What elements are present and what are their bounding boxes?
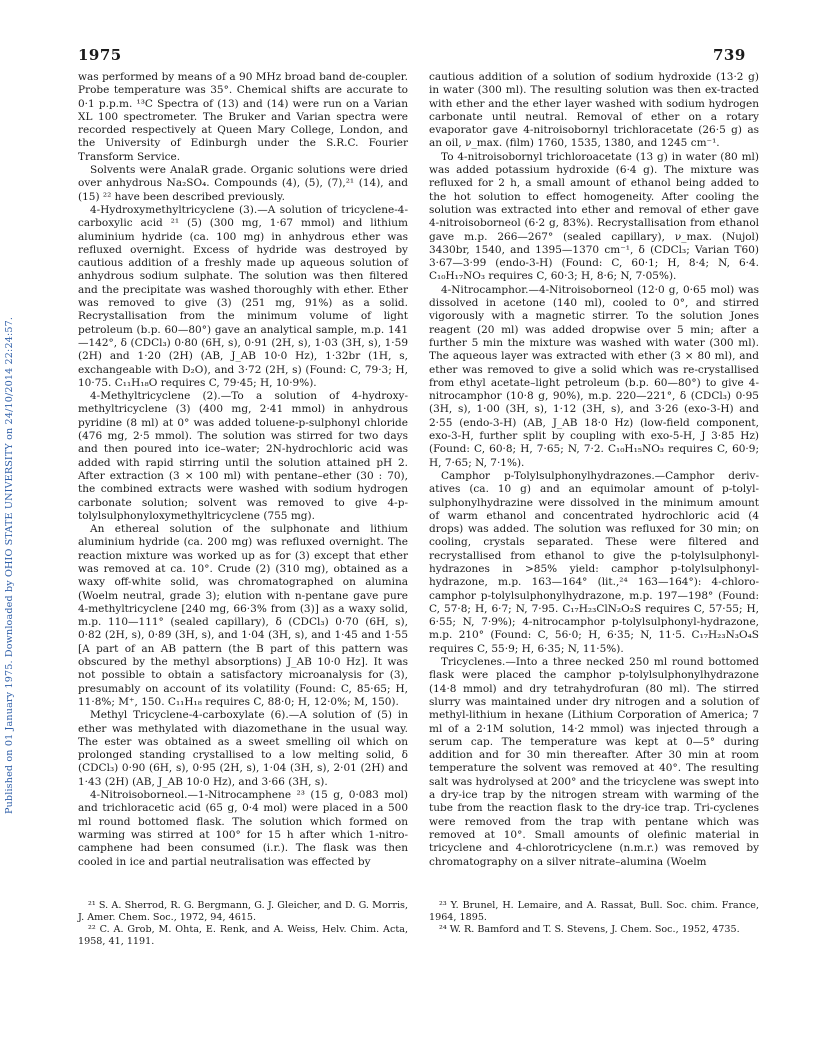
paragraph-nmr-methods: was performed by means of a 90 MHz broad band de-coupler. Probe temperature was 35°. Chemical shifts are accurate to 0·1 p.p.m. ¹³C Spectra of (13) and (14) were run on a Varian XL 100 spectrometer. The Bruker and Varian spectra were recorded respectively at Queen Mary College, London, and the University of Edinburgh under the S.R.C. Fourier Transform Service.	[78, 71, 408, 163]
footnote-22: ²² C. A. Grob, M. Ohta, E. Renk, and A. Weiss, Helv. Chim. Acta, 1958, 41, 1191.	[78, 924, 408, 947]
left-column	[78, 71, 408, 869]
footnote-21: ²¹ S. A. Sherrod, R. G. Bergmann, G. J. Gleicher, and D. G. Morris, J. Amer. Chem. Soc., 1972, 94, 4615.	[78, 900, 408, 923]
paragraph-methyl-ester: Methyl Tricyclene-4-carboxylate (6).—A solution of (5) in ether was methylated with diazomethane in the usual way. The ester was obtained as a sweet smelling oil which on prolonged standing crystallised to a low melting solid, δ (CDCl₃) 0·90 (6H, s), 0·95 (2H, s), 1·04 (3H, s), 2·01 (2H) and 1·43 (2H) (AB, J_AB 10·0 Hz), and 3·66 (3H, s).	[78, 709, 408, 788]
footnote-23: ²³ Y. Brunel, H. Lemaire, and A. Rassat, Bull. Soc. chim. France, 1964, 1895.	[429, 900, 759, 923]
right-column	[429, 71, 759, 869]
paragraph-sulphonate-reduction: An ethereal solution of the sulphonate and lithium aluminium hydride (ca. 200 mg) was refluxed overnight. The reaction mixture was worked up as for (3) except that ether was removed at ca. 10°. Crude (2) (310 mg), obtained as a waxy off-white solid, was chromatographed on alumina (Woelm neutral, grade 3); elution with n-pentane gave pure 4-methyltricyclene [240 mg, 66·3% from (3)] as a waxy solid, m.p. 110—111° (sealed capillary), δ (CDCl₃) 0·70 (6H, s), 0·82 (2H, s), 0·89 (3H, s), and 1·04 (3H, s), and 1·45 and 1·55 [A part of an AB pattern (the B part of this pattern was obscured by the methyl absorptions) J_AB 10·0 Hz]. It was not possible to obtain a satisfactory microanalysis for (3), presumably on account of its volatility (Found: C, 85·65; H, 11·8%; M⁺, 150. C₁₁H₁₈ requires C, 88·0; H, 12·0%; M, 150).	[78, 523, 408, 708]
footnotes-right	[429, 900, 759, 936]
download-watermark	[2, 184, 16, 814]
footnote-24: ²⁴ W. R. Bamford and T. S. Stevens, J. Chem. Soc., 1952, 4735.	[439, 924, 740, 935]
paragraph-trichloroacetate-hydrolysis: To 4-nitroisobornyl trichloroacetate (13 g) in water (80 ml) was added potassium hydroxide (6·4 g). The mixture was refluxed for 2 h, a small amount of ethanol being added to the hot solution to effect homogeneity. After cooling the solution was extracted into ether and removal of ether gave 4-nitroisoborneol (6·2 g, 83%). Recrystallisation from ethanol gave m.p. 266—267° (sealed capillary), ν_max. (Nujol) 3430br, 1540, and 1395—1370 cm⁻¹, δ (CDCl₃; Varian T60) 3·67—3·99 (endo-3-H) (Found: C, 60·1; H, 8·4; N, 6·4. C₁₀H₁₇NO₃ requires C, 60·3; H, 8·6; N, 7·05%).	[429, 150, 759, 283]
footnotes-left	[78, 900, 408, 948]
paragraph-solvents: Solvents were AnalaR grade. Organic solutions were dried over anhydrous Na₂SO₄. Compounds (4), (5), (7),²¹ (14), and (15) ²² have been described previously.	[78, 164, 408, 203]
paragraph-tricyclenes: Tricyclenes.—Into a three necked 250 ml round bottomed flask were placed the camphor p-tolylsulphonylhydrazone (14·8 mmol) and dry tetrahydrofuran (80 ml). The stirred slurry was maintained under dry nitrogen and a solution of methyl-lithium in hexane (Lithium Corporation of America; 7 ml of a 2·1M solution, 14·2 mmol) was injected through a serum cap. The temperature was kept at 0—5° during addition and for 30 min thereafter. After 30 min at room temperature the solvent was removed at 40°. The resulting salt was hydrolysed at 200° and the tricyclene was swept into a dry-ice trap by the nitrogen stream with warming of the tube from the reaction flask to the dry-ice trap. Tri-cyclenes were removed from the trap with pentane which was removed at 10°. Small amounts of olefinic material in tricyclene and 4-chlorotricyclene (n.m.r.) was removed by chromatography on a silver nitrate–alumina (Woelm	[429, 656, 759, 868]
download-watermark-text: Published on 01 January 1975. Downloaded by OHIO STATE UNIVERSITY on 24/10/2014 22:24:57.	[4, 316, 15, 814]
page-number: 739	[713, 46, 746, 64]
page-year: 1975	[78, 46, 122, 64]
paragraph-neutralisation: cautious addition of a solution of sodium hydroxide (13·2 g) in water (300 ml). The resulting solution was then ex-tracted with ether and the ether layer washed with sodium hydrogen carbonate until neutral. Removal of ether on a rotary evaporator gave 4-nitroisobornyl trichloracetate (26·5 g) as an oil, ν_max. (film) 1760, 1535, 1380, and 1245 cm⁻¹.	[429, 71, 759, 150]
paragraph-nitrocamphor: 4-Nitrocamphor.—4-Nitroisoborneol (12·0 g, 0·65 mol) was dissolved in acetone (140 ml), cooled to 0°, and stirred vigorously with a magnetic stirrer. To the solution Jones reagent (20 ml) was added dropwise over 5 min; after a further 5 min the mixture was washed with water (300 ml). The aqueous layer was extracted with ether (3 × 80 ml), and ether was removed to give a solid which was re-crystallised from ethyl acetate–light petroleum (b.p. 60—80°) to give 4-nitrocamphor (10·8 g, 90%), m.p. 220—221°, δ (CDCl₃) 0·95 (3H, s), 1·00 (3H, s), 1·12 (3H, s), and 3·26 (exo-3-H) and 2·55 (endo-3-H) (AB, J_AB 18·0 Hz) (low-field component, exo-3-H, further split by coupling with exo-5-H, J 3·85 Hz) (Found: C, 60·8; H, 7·65; N, 7·2. C₁₀H₁₅NO₃ requires C, 60·9; H, 7·65; N, 7·1%).	[429, 283, 759, 469]
paragraph-hydrazones: Camphor p-Tolylsulphonylhydrazones.—Camphor deriv-atives (ca. 10 g) and an equimolar amount of p-tolyl-sulphonylhydrazine were dissolved in the minimum amount of warm ethanol and concentrated hydrochloric acid (4 drops) was added. The solution was refluxed for 30 min; on cooling, crystals separated. These were filtered and recrystallised from ethanol to give the p-tolylsulphonyl-hydrazones in >85% yield: camphor p-tolylsulphonyl-hydrazone, m.p. 163—164° (lit.,²⁴ 163—164°): 4-chloro-camphor p-tolylsulphonylhydrazone, m.p. 197—198° (Found: C, 57·8; H, 6·7; N, 7·95. C₁₇H₂₃ClN₂O₂S requires C, 57·55; H, 6·55; N, 7·9%); 4-nitrocamphor p-tolylsulphonyl-hydrazone, m.p. 210° (Found: C, 56·0; H, 6·35; N, 11·5. C₁₇H₂₃N₃O₄S requires C, 55·9; H, 6·35; N, 11·5%).	[429, 469, 759, 655]
paragraph-nitroisoborneol: 4-Nitroisoborneol.—1-Nitrocamphene ²³ (15 g, 0·083 mol) and trichloracetic acid (65 g, 0·4 mol) were placed in a 500 ml round bottomed flask. The solution which formed on warming was stirred at 100° for 15 h after which 1-nitro-camphene had been consumed (i.r.). The flask was then cooled in ice and partial neutralisation was effected by	[78, 789, 408, 868]
footnote-divider	[78, 893, 759, 894]
paragraph-hydroxymethyltricyclene: 4-Hydroxymethyltricyclene (3).—A solution of tricyclene-4-carboxylic acid ²¹ (5) (300 mg, 1·67 mmol) and lithium aluminium hydride (ca. 100 mg) in anhydrous ether was refluxed overnight. Excess of hydride was destroyed by cautious addition of a freshly made up aqueous solution of anhydrous sodium sulphate. The solution was then filtered and the precipitate was washed thoroughly with ether. Ether was removed to give (3) (251 mg, 91%) as a solid. Recrystallisation from the minimum volume of light petroleum (b.p. 60—80°) gave an analytical sample, m.p. 141—142°, δ (CDCl₃) 0·80 (6H, s), 0·91 (2H, s), 1·03 (3H, s), 1·59 (2H) and 1·20 (2H) (AB, J_AB 10·0 Hz), 1·32br (1H, s, exchangeable with D₂O), and 3·72 (2H, s) (Found: C, 79·3; H, 10·75. C₁₁H₁₈O requires C, 79·45; H, 10·9%).	[78, 203, 408, 389]
paragraph-methyltricyclene: 4-Methyltricyclene (2).—To a solution of 4-hydroxy-methyltricyclene (3) (400 mg, 2·41 mmol) in anhydrous pyridine (8 ml) at 0° was added toluene-p-sulphonyl chloride (476 mg, 2·5 mmol). The solution was stirred for two days and then poured into ice–water; 2N-hydrochloric acid was added with rapid stirring until the solution attained pH 2. After extraction (3 × 100 ml) with pentane–ether (30 : 70), the combined extracts were washed with sodium hydrogen carbonate solution; solvent was removed to give 4-p-tolylsulphonyloxymethyltricyclene (755 mg).	[78, 390, 408, 522]
